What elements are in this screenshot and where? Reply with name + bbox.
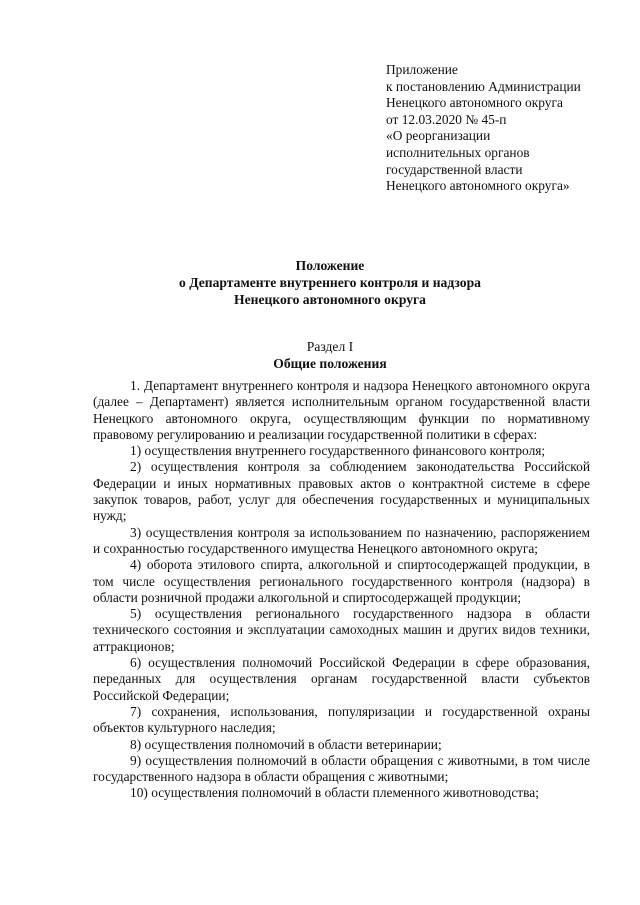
paragraph: 2) осуществления контроля за соблюдением законодательства Российской Федерации и иных нормативных правовых актов о контрактной системе в сфере закупок товаров, работ, услуг для обеспечения государственных и муниципальных нужд;	[93, 459, 590, 524]
paragraph: 9) осуществления полномочий в области обращения с животными, в том числе государственного надзора в области обращения с животными;	[93, 752, 590, 785]
section-heading	[60, 338, 600, 372]
paragraph: 1) осуществления внутреннего государственного финансового контроля;	[130, 443, 546, 459]
appendix-line: от 12.03.2020 № 45-п	[386, 111, 507, 127]
appendix-line: Приложение	[386, 62, 458, 77]
title-line: о Департаменте внутреннего контроля и надзора	[179, 275, 481, 290]
appendix-line: «О реорганизации	[386, 128, 491, 144]
appendix-line: к постановлению Администрации	[386, 78, 581, 94]
section-number: Раздел I	[306, 339, 354, 354]
paragraph: 8) осуществления полномочий в области ветеринарии;	[130, 736, 442, 752]
section-name: Общие положения	[273, 356, 387, 371]
appendix-line: Ненецкого автономного округа	[386, 95, 563, 111]
title-line: Положение	[295, 258, 365, 273]
paragraph: 1. Департамент внутреннего контроля и надзора Ненецкого автономного округа (далее – Департамент) является исполнительным органом государственной власти Ненецкого автономного округа, осуществляющим функции по нормативному правовому регулированию и реализации государственной политики в сферах:	[93, 378, 590, 442]
paragraph: 6) осуществления полномочий Российской Федерации в сфере образования, переданных для осуществления органам государственной власти субъектов Российской Федерации;	[93, 655, 590, 703]
paragraph: 5) осуществления регионального государственного надзора в области технического состояния и эксплуатации самоходных машин и других видов техники, аттракционов;	[93, 606, 590, 654]
document-body	[93, 378, 590, 802]
title-line: Ненецкого автономного округа	[234, 292, 426, 307]
appendix-line: Ненецкого автономного округа»	[386, 178, 570, 194]
appendix-line: исполнительных органов	[386, 144, 530, 160]
appendix-block	[386, 62, 626, 195]
document-title	[60, 257, 600, 308]
paragraph: 4) оборота этилового спирта, алкогольной и спиртосодержащей продукции, в том числе осуществления регионального государственного контроля (надзора) в области розничной продажи алкогольной и спиртосодержащей продукции;	[93, 557, 590, 605]
paragraph: 7) сохранения, использования, популяризации и государственной охраны объектов культурного наследия;	[93, 703, 590, 736]
paragraph: 3) осуществления контроля за использованием по назначению, распоряжением и сохранностью государственного имущества Ненецкого автономного округа;	[93, 524, 590, 556]
appendix-line: государственной власти	[386, 161, 523, 177]
paragraph: 10) осуществления полномочий в области племенного животноводства;	[130, 785, 539, 801]
